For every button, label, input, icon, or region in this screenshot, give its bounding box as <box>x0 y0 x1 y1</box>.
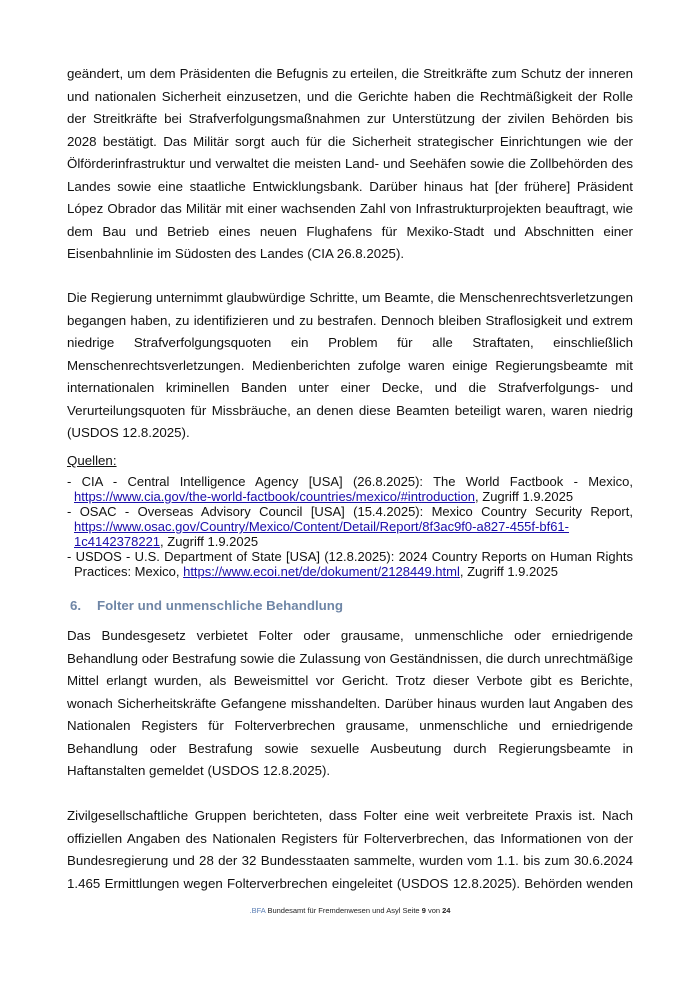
source-item <box>67 549 633 579</box>
source-link[interactable]: https://www.ecoi.net/de/dokument/2128449.html <box>183 564 460 579</box>
source-link[interactable]: https://www.osac.gov/Country/Mexico/Content/Detail/Report/8f3ac9f0-a827-455f-bf61-1c4142378221 <box>74 519 569 549</box>
section-heading <box>70 598 343 613</box>
source-access-date: , Zugriff 1.9.2025 <box>459 564 558 579</box>
paragraph: Die Regierung unternimmt glaubwürdige Schritte, um Beamte, die Menschenrechtsverletzungen begangen haben, zu identifizieren und zu bestrafen. Dennoch bleiben Straflosigkeit und extrem niedrige Strafverfolgungsquoten ein Problem für alle Straftaten, einschließlich Menschenrechtsverletzungen. Medienberichten zufolge waren einige Regierungsbeamte mit internationalen kriminellen Banden unter einer Decke, und die Strafverfolgungs- und Verurteilungsquoten für Missbräuche, an denen diese Beamten beteiligt waren, waren niedrig (USDOS 12.8.2025). <box>67 290 633 440</box>
footer-of: von <box>425 906 443 915</box>
source-text: - OSAC - Overseas Advisory Council [USA] (15.4.2025): Mexico Country Security Report, <box>67 504 633 519</box>
footer-text: Bundesamt für Fremdenwesen und Asyl Seite <box>265 906 422 915</box>
page-total: 24 <box>442 906 451 915</box>
source-link[interactable]: https://www.cia.gov/the-world-factbook/countries/mexico/#introduction <box>74 489 476 504</box>
source-item <box>67 504 633 549</box>
paragraph: Zivilgesellschaftliche Gruppen berichteten, dass Folter eine weit verbreitete Praxis ist. Nach offiziellen Angaben des Nationalen Registers für Folterverbrechen, das Informationen von der Bundesregierung und 28 der 32 Bundesstaaten sammelte, wurden vom 1.1. bis zum 30.6.2024 1.465 Ermittlungen wegen Folterverbrechen eingeleitet (USDOS 12.8.2025). Behörden wenden <box>67 808 633 891</box>
bfa-logo: .BFA <box>249 906 266 915</box>
source-access-date: , Zugriff 1.9.2025 <box>160 534 259 549</box>
paragraph: geändert, um dem Präsidenten die Befugnis zu erteilen, die Streitkräfte zum Schutz der inneren und nationalen Sicherheit einzusetzen, und die Gerichte haben die Rechtmäßigkeit der Rolle der Streitkräfte bei Strafverfolgungsmaßnahmen zur Unterstützung der zivilen Behörden bis 2028 bestätigt. Das Militär sorgt auch für die Sicherheit strategischer Einrichtungen wie der Ölförderinfrastruktur und verwaltet die meisten Land- und Seehäfen sowie die Zollbehörden des Landes sowie eine staatliche Entwicklungsbank. Darüber hinaus hat [der frühere] Präsident López Obrador das Militär mit einer wachsenden Zahl von Infrastrukturprojekten beauftragt, wie dem Bau und Betrieb eines neuen Flughafens für Mexiko-Stadt und Abschnitten einer Eisenbahnlinie im Südosten des Landes (CIA 26.8.2025). <box>67 66 633 261</box>
section-number: 6. <box>70 598 82 613</box>
source-text: - CIA - Central Intelligence Agency [USA] (26.8.2025): The World Factbook - Mexico, <box>67 474 633 489</box>
source-text: - USDOS - U.S. Department of State [USA] (12.8.2025): 2024 Country Reports on Human Rights Practices: Mexico, <box>67 549 633 579</box>
page-number: 9 <box>421 906 426 915</box>
sources-title: Quellen: <box>67 453 117 468</box>
source-access-date: , Zugriff 1.9.2025 <box>475 489 574 504</box>
source-item <box>67 474 633 504</box>
paragraph: Das Bundesgesetz verbietet Folter oder grausame, unmenschliche oder erniedrigende Behandlung oder Bestrafung sowie die Zulassung von Geständnissen, die durch unrechtmäßige Mittel erlangt wurden, als Beweismittel vor Gericht. Trotz dieser Verbote gibt es Berichte, wonach Sicherheitskräfte Gefangene misshandelten. Darüber hinaus wurden laut Angaben des Nationalen Registers für Folterverbrechen grausame, unmenschliche und erniedrigende Behandlung oder Bestrafung sowie sexuelle Ausbeutung durch Regierungsbeamte in Haftanstalten gemeldet (USDOS 12.8.2025). <box>67 628 633 778</box>
page-footer <box>0 906 700 915</box>
section-title: Folter und unmenschliche Behandlung <box>97 598 344 613</box>
sources-list <box>67 474 633 579</box>
